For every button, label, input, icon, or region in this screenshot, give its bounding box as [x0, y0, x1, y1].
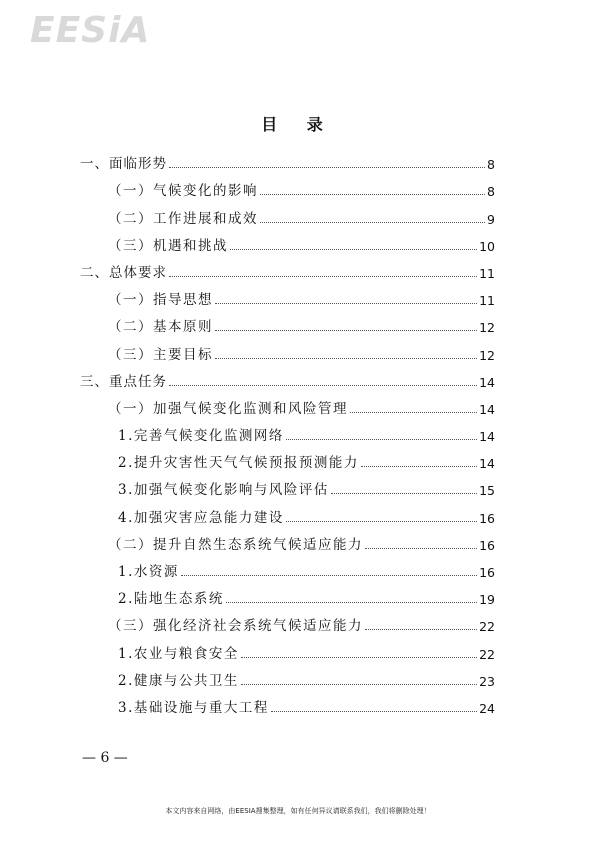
toc-entry-title: 1.完善气候变化监测网络	[118, 428, 284, 445]
toc-entry-title: 3.加强气候变化影响与风险评估	[118, 482, 329, 499]
toc-entry[interactable]	[80, 172, 495, 199]
dot-leader	[215, 329, 477, 331]
toc-entry-title: （一）气候变化的影响	[108, 183, 258, 200]
toc-entry-title: 2.健康与公共卫生	[118, 672, 239, 689]
toc-entry-title: （一）加强气候变化监测和风险管理	[108, 400, 348, 417]
dot-leader	[286, 438, 477, 440]
toc-entry-page: 12	[479, 347, 495, 363]
dot-leader	[331, 492, 477, 494]
toc-entry-page: 16	[479, 565, 495, 580]
dot-leader	[215, 357, 477, 359]
dot-leader	[350, 411, 477, 413]
toc-entry-page: 14	[479, 429, 495, 445]
toc-entry-page: 14	[479, 374, 495, 390]
toc-entry[interactable]	[80, 227, 495, 254]
toc-entry-page: 23	[479, 673, 495, 689]
toc-entry-title: 一、面临形势	[80, 156, 167, 173]
dot-leader	[169, 275, 477, 277]
toc-entry[interactable]	[80, 335, 495, 362]
dot-leader	[365, 628, 477, 630]
dot-leader	[230, 248, 477, 250]
toc-entry[interactable]	[80, 308, 495, 335]
toc-entry[interactable]	[80, 471, 495, 498]
toc-entry-title: （一）指导思想	[108, 292, 213, 309]
toc-entry-page: 16	[479, 537, 495, 553]
dot-leader	[365, 547, 477, 549]
toc-entry-title: 3.基础设施与重大工程	[118, 699, 269, 716]
toc-entry-title: 1.农业与粮食安全	[118, 645, 239, 662]
dot-leader	[241, 683, 477, 685]
toc-entry-page: 12	[479, 320, 495, 336]
toc-entry[interactable]	[80, 444, 495, 471]
dot-leader	[286, 520, 477, 522]
dot-leader	[169, 166, 485, 168]
table-of-contents	[80, 145, 495, 716]
toc-entry-title: 2.提升灾害性天气气候预报预测能力	[118, 455, 359, 472]
toc-entry-page: 19	[479, 592, 495, 608]
toc-entry-title: 二、总体要求	[80, 264, 167, 281]
toc-entry[interactable]	[80, 498, 495, 525]
toc-entry-page: 15	[479, 483, 495, 499]
toc-entry-page: 24	[479, 700, 495, 716]
toc-entry-title: （二）提升自然生态系统气候适应能力	[108, 536, 363, 553]
eesia-logo: EESiA	[30, 10, 151, 51]
toc-entry[interactable]	[80, 199, 495, 226]
toc-entry-page: 8	[487, 184, 495, 200]
toc-entry-page: 16	[479, 510, 495, 526]
toc-entry-title: （三）主要目标	[108, 346, 213, 363]
toc-entry-page: 22	[479, 619, 495, 635]
dot-leader	[169, 384, 477, 386]
dot-leader	[260, 221, 485, 223]
dot-leader	[181, 574, 477, 576]
toc-entry[interactable]	[80, 553, 495, 580]
dot-leader	[260, 193, 485, 195]
toc-entry-page: 14	[479, 401, 495, 417]
toc-entry-title: （三）强化经济社会系统气候适应能力	[108, 618, 363, 635]
dot-leader	[271, 710, 477, 712]
toc-entry-title: 2.陆地生态系统	[118, 591, 224, 608]
toc-entry-page: 22	[479, 646, 495, 662]
toc-entry-page: 10	[479, 238, 495, 254]
toc-entry[interactable]	[80, 526, 495, 553]
toc-entry-title: 1.水资源	[118, 564, 179, 580]
toc-entry-page: 11	[479, 293, 495, 309]
toc-entry[interactable]	[80, 363, 495, 390]
toc-entry-title: （二）基本原则	[108, 319, 213, 336]
toc-entry-page: 9	[487, 211, 495, 227]
toc-entry[interactable]	[80, 417, 495, 444]
toc-entry[interactable]	[80, 145, 495, 172]
dot-leader	[215, 302, 477, 304]
toc-entry[interactable]	[80, 607, 495, 634]
toc-entry[interactable]	[80, 390, 495, 417]
toc-entry-page: 14	[479, 456, 495, 472]
toc-entry-page: 8	[487, 157, 495, 173]
dot-leader	[226, 601, 477, 603]
toc-entry[interactable]	[80, 580, 495, 607]
toc-entry[interactable]	[80, 634, 495, 661]
toc-entry-title: 三、重点任务	[80, 373, 167, 390]
toc-title: 目 录	[261, 115, 335, 134]
toc-entry-page: 11	[479, 265, 495, 281]
toc-entry[interactable]	[80, 689, 495, 716]
dot-leader	[241, 656, 477, 658]
toc-entry[interactable]	[80, 662, 495, 689]
page-number: — 6 —	[82, 750, 128, 766]
toc-entry[interactable]	[80, 281, 495, 308]
toc-entry[interactable]	[80, 254, 495, 281]
toc-entry-title: 4.加强灾害应急能力建设	[118, 509, 284, 526]
toc-entry-title: （二）工作进展和成效	[108, 210, 258, 227]
dot-leader	[361, 465, 477, 467]
toc-entry-title: （三）机遇和挑战	[108, 237, 228, 254]
footer-disclaimer: 本文内容来自网络，由EESIA搜集整理，如有任何异议请联系我们，我们将删除处理！	[165, 807, 431, 815]
